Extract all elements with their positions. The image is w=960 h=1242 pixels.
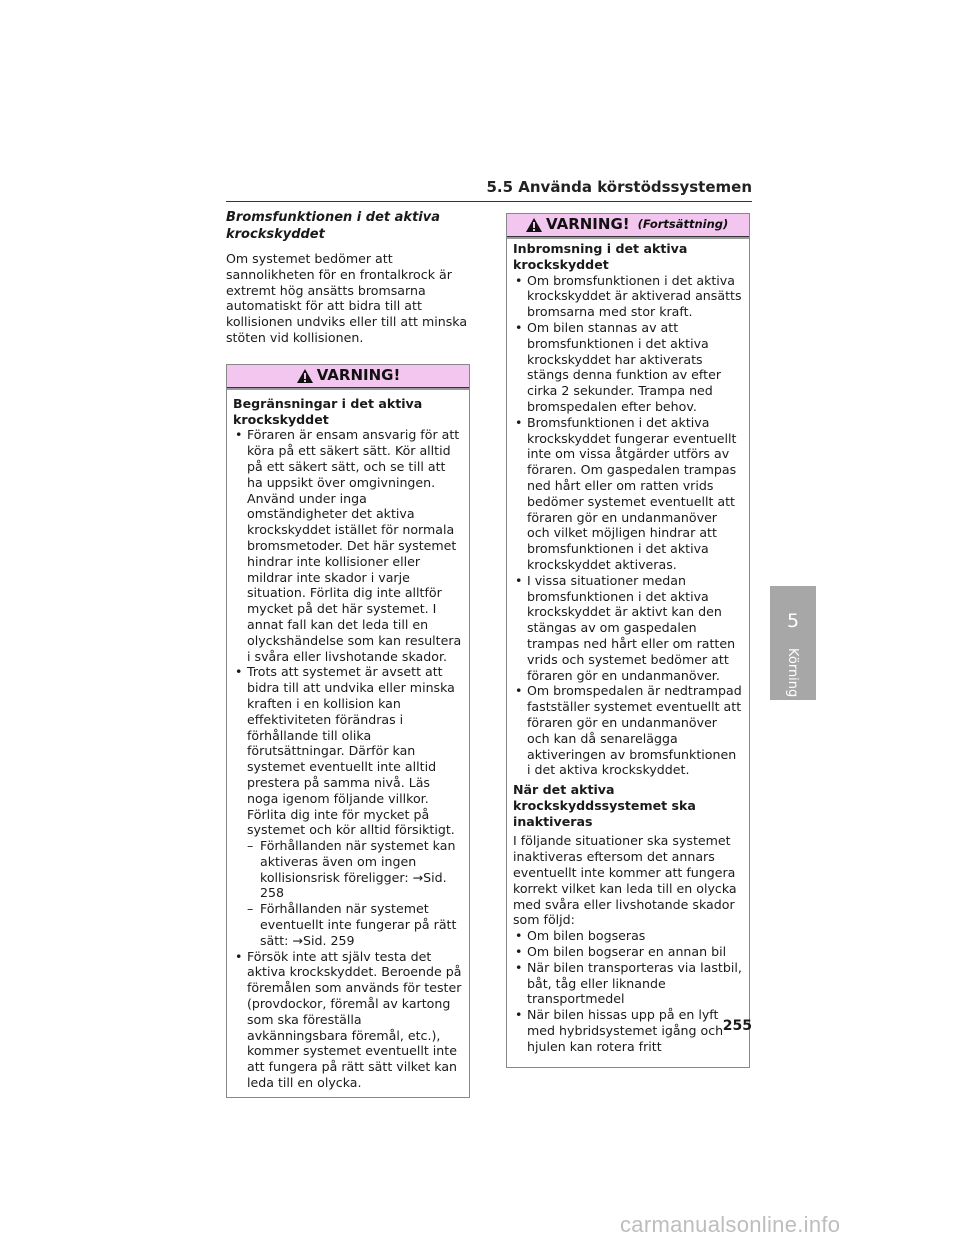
page-number: 255 (722, 1018, 752, 1034)
left-column (226, 209, 470, 1098)
list-item: • Föraren är ensam ansvarig för att köra på ett säkert sätt. Kör alltid på ett säkert sätt, och se till att ha uppsikt över omgivningen. Använd under inga omständigheter det aktiva krockskyddet istället för normala bromsmetoder. Det här systemet hindrar inte kollisioner eller mildrar inte skador i varje situation. Förlita dig inte alltför mycket på det här systemet. I annat fall kan det leda till en olyckshändelse som kan resultera i svåra eller livshotande skador. (233, 427, 463, 664)
list-item: • När bilen transporteras via lastbil, båt, tåg eller liknande transportmedel (513, 960, 743, 1007)
watermark: carmanualsonline.info (620, 1212, 841, 1237)
chapter-tab (770, 586, 816, 700)
deactivate-list (513, 928, 743, 1054)
chapter-label: Körning (785, 648, 800, 698)
warning-header (507, 214, 749, 237)
list-item: • Om bilen stannas av att bromsfunktionen i det aktiva krockskyddet har aktiverats stängs denna funktion av efter cirka 2 sekunder. Trampa ned bromspedalen efter behov. (513, 320, 743, 415)
sub-list (247, 838, 463, 949)
chapter-number: 5 (786, 610, 800, 632)
list-item (233, 664, 463, 948)
warning-body (507, 237, 749, 1067)
warning-icon (296, 368, 314, 384)
warning-box (226, 364, 470, 1098)
list-item: • I vissa situationer medan bromsfunktionen i det aktiva krockskyddet är aktivt kan den stängas av om gaspedalen trampas ned hårt eller om ratten vrids och systemet bedömer att föraren gör en undanmanöver. (513, 573, 743, 684)
list-item: • Om bromspedalen är nedtrampad fastställer systemet eventuellt att föraren gör en undanmanöver och kan då senarelägga aktiveringen av bromsfunktionen i det aktiva krockskyddet. (513, 683, 743, 778)
right-column (506, 213, 750, 1068)
continued-label: (Fortsättning) (637, 217, 729, 232)
warning-body (227, 388, 469, 1097)
section-header: 5.5 Använda körstödssystemen (226, 178, 752, 202)
warning-header (227, 365, 469, 388)
paragraph: I följande situationer ska systemet inaktiveras eftersom det annars eventuellt inte kommer att fungera korrekt vilket kan leda till en olycka med svåra eller livshotande skador som följd: (513, 833, 737, 928)
warning-title: Begränsningar i det aktiva krockskyddet (233, 395, 423, 427)
section-title: När det aktiva krockskyddssystemet ska inaktiveras (513, 782, 696, 829)
section-title: Inbromsning i det aktiva krockskyddet (513, 241, 688, 272)
list-item-text: Trots att systemet är avsett att bidra till att undvika eller minska kraften i en kollision kan effektiviteten förändras i förhållande till olika förutsättningar. Därför kan systemet eventuellt inte alltid prestera på samma nivå. Läs noga igenom följande villkor. Förlita dig inte för mycket på systemet och kör alltid försiktigt. (247, 664, 455, 838)
list-item: • Om bilen bogseras (513, 928, 743, 944)
subheading: Bromsfunktionen i det aktiva krockskyddet (226, 210, 440, 242)
list-item: • Om bilen bogserar en annan bil (513, 944, 743, 960)
warning-box-continued (506, 213, 750, 1068)
sub-list-item: – Förhållanden när systemet kan aktiveras även om ingen kollisionsrisk föreligger: →Sid. 258 (247, 838, 463, 901)
intro-paragraph: Om systemet bedömer att sannolikheten för en frontalkrock är extremt hög ansätts bromsarna automatiskt för att bidra till att kollisionen undviks eller till att minska stöten vid kollisionen. (226, 251, 468, 345)
list-item: • Bromsfunktionen i det aktiva krockskyddet fungerar eventuellt inte om vissa åtgärder utförs av föraren. Om gaspedalen trampas ned hårt eller om ratten vrids bedömer systemet eventuellt att föraren gör en undanmanöver och vilket möjligen hindrar att bromsfunktionen i det aktiva krockskyddet aktiveras. (513, 415, 743, 573)
warning-label: VARNING! (546, 215, 630, 234)
warning-icon (525, 217, 543, 233)
list-item: • När bilen hissas upp på en lyft med hybridsystemet igång och hjulen kan rotera fritt (513, 1007, 743, 1054)
braking-list (513, 273, 743, 779)
sub-list-item: – Förhållanden när systemet eventuellt inte fungerar på rätt sätt: →Sid. 259 (247, 901, 463, 948)
list-item: • Försök inte att själv testa det aktiva krockskyddet. Beroende på föremålen som används för tester (provdockor, föremål av kartong som ska föreställa avkänningsbara föremål, etc.), kommer systemet eventuellt inte att fungera på rätt sätt vilket kan leda till en olycka. (233, 949, 463, 1091)
warning-label: VARNING! (316, 365, 401, 384)
list-item: • Om bromsfunktionen i det aktiva krockskyddet är aktiverad ansätts bromsarna med stor kraft. (513, 273, 743, 320)
warning-list (233, 427, 463, 1090)
